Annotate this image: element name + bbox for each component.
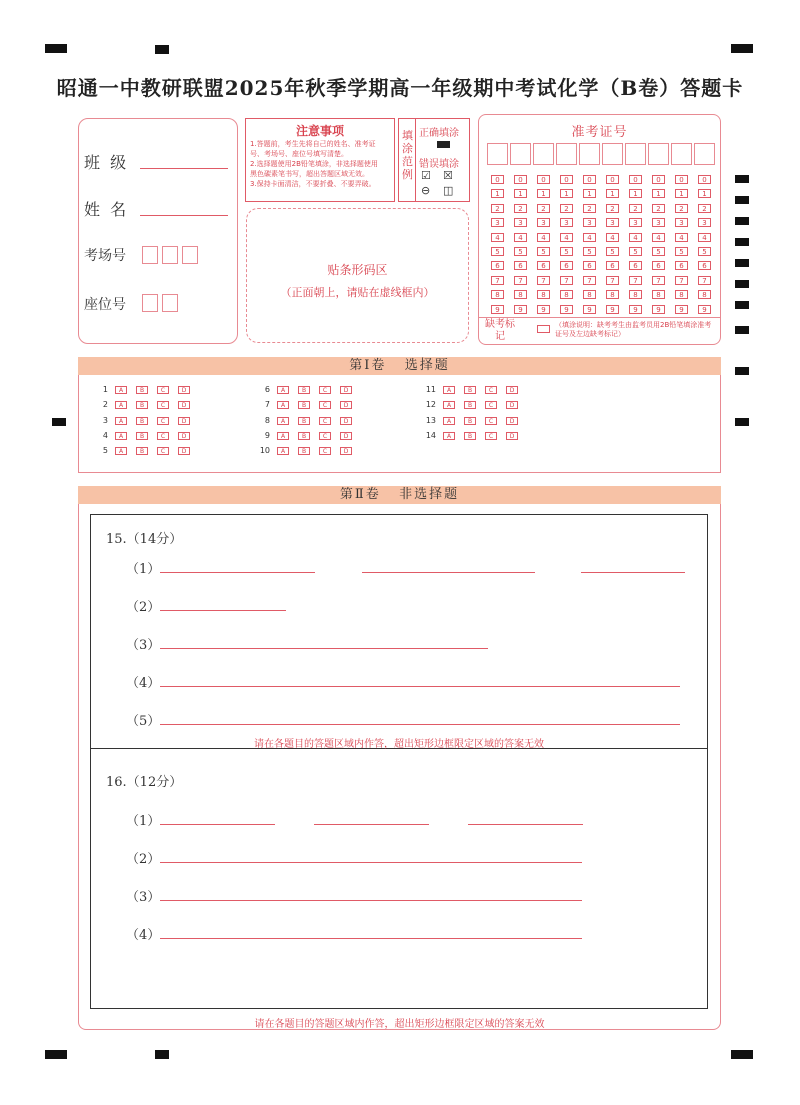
- exam-digit-bubble[interactable]: 6: [560, 261, 573, 270]
- exam-digit-bubble[interactable]: 4: [629, 233, 642, 242]
- room-label: 考场号: [84, 248, 126, 264]
- exam-digit-bubble[interactable]: 2: [675, 204, 688, 213]
- mc-option-bubble[interactable]: A: [277, 447, 289, 455]
- exam-digit-bubble[interactable]: 2: [606, 204, 619, 213]
- exam-digit-bubble[interactable]: 0: [491, 175, 504, 184]
- mc-question-number: 5: [102, 446, 108, 456]
- wrong-fill-mark: ☒: [443, 169, 453, 182]
- exam-digit-bubble[interactable]: 2: [537, 204, 550, 213]
- exam-digit-bubble[interactable]: 4: [583, 233, 596, 242]
- exam-digit-bubble[interactable]: 0: [514, 175, 527, 184]
- exam-digit-bubble[interactable]: 3: [514, 218, 527, 227]
- q16-answer-line[interactable]: [160, 938, 582, 939]
- q15-part-label: （1）: [126, 562, 161, 577]
- timing-mark: [735, 175, 749, 183]
- exam-digit-bubble[interactable]: 4: [698, 233, 711, 242]
- exam-number-write-box[interactable]: [694, 143, 715, 165]
- exam-digit-bubble[interactable]: 0: [675, 175, 688, 184]
- exam-digit-bubble[interactable]: 7: [583, 276, 596, 285]
- mc-option-bubble[interactable]: D: [340, 401, 352, 409]
- timing-mark: [735, 367, 749, 375]
- exam-number-write-box[interactable]: [510, 143, 531, 165]
- exam-digit-bubble[interactable]: 6: [698, 261, 711, 270]
- mc-question-number: 2: [102, 400, 108, 410]
- notice-line: 2.选择题使用2B铅笔填涂，非选择题使用: [250, 160, 378, 168]
- exam-number-write-box[interactable]: [671, 143, 692, 165]
- mc-option-bubble[interactable]: A: [115, 401, 127, 409]
- barcode-hint: （正面朝上，请贴在虚线框内）: [280, 286, 435, 299]
- mc-option-bubble[interactable]: D: [506, 417, 518, 425]
- exam-digit-bubble[interactable]: 0: [652, 175, 665, 184]
- exam-digit-bubble[interactable]: 3: [606, 218, 619, 227]
- q15-answer-line[interactable]: [160, 610, 286, 611]
- q15-part-label: （4）: [126, 676, 161, 691]
- exam-digit-bubble[interactable]: 5: [675, 247, 688, 256]
- exam-digit-bubble[interactable]: 4: [491, 233, 504, 242]
- timing-mark: [731, 44, 753, 53]
- mc-option-bubble[interactable]: A: [115, 386, 127, 394]
- mc-question-number: 1: [102, 385, 108, 394]
- exam-digit-bubble[interactable]: 9: [652, 305, 665, 314]
- notice-title: 注意事项: [295, 124, 344, 138]
- exam-digit-bubble[interactable]: 9: [514, 305, 527, 314]
- mc-question-number: 7: [264, 400, 270, 410]
- exam-digit-bubble[interactable]: 1: [583, 189, 596, 198]
- mc-question-number: 12: [425, 400, 436, 410]
- exam-digit-bubble[interactable]: 4: [514, 233, 527, 242]
- notice-box: [245, 118, 395, 202]
- exam-digit-bubble[interactable]: 2: [491, 204, 504, 213]
- absent-note: （填涂说明：缺考考生由监考员用2B铅笔填涂准考证号及左边缺考标记）: [555, 321, 712, 338]
- exam-digit-bubble[interactable]: 1: [491, 189, 504, 198]
- exam-digit-bubble[interactable]: 6: [629, 261, 642, 270]
- exam-digit-bubble[interactable]: 0: [606, 175, 619, 184]
- wrong-fill-mark: ◫: [443, 184, 454, 197]
- mc-option-bubble[interactable]: A: [115, 432, 127, 440]
- mc-question-number: 14: [425, 430, 436, 440]
- exam-number-write-box[interactable]: [487, 143, 508, 165]
- mc-option-bubble[interactable]: B: [136, 432, 148, 440]
- mc-option-bubble[interactable]: D: [340, 417, 352, 425]
- exam-digit-bubble[interactable]: 6: [675, 261, 688, 270]
- mc-option-bubble[interactable]: D: [178, 432, 190, 440]
- exam-digit-bubble[interactable]: 9: [583, 305, 596, 314]
- exam-digit-bubble[interactable]: 6: [583, 261, 596, 270]
- room-box[interactable]: [142, 246, 158, 264]
- exam-digit-bubble[interactable]: 8: [514, 290, 527, 299]
- exam-number-title: 准考证号: [571, 125, 628, 140]
- exam-digit-bubble[interactable]: 5: [629, 247, 642, 256]
- answer-area-box: [90, 514, 708, 1009]
- exam-digit-bubble[interactable]: 6: [514, 261, 527, 270]
- exam-digit-bubble[interactable]: 8: [698, 290, 711, 299]
- exam-digit-bubble[interactable]: 1: [560, 189, 573, 198]
- timing-mark: [735, 280, 749, 288]
- seat-box[interactable]: [142, 294, 158, 312]
- exam-digit-bubble[interactable]: 4: [606, 233, 619, 242]
- exam-digit-bubble[interactable]: 7: [514, 276, 527, 285]
- exam-digit-bubble[interactable]: 6: [652, 261, 665, 270]
- answer-area-warning: 请在各题目的答题区域内作答，超出矩形边框限定区域的答案无效: [254, 739, 544, 750]
- exam-digit-bubble[interactable]: 3: [491, 218, 504, 227]
- exam-digit-bubble[interactable]: 8: [606, 290, 619, 299]
- timing-mark: [735, 418, 749, 426]
- mc-option-bubble[interactable]: D: [340, 432, 352, 440]
- wrong-fill-mark: ☑: [421, 169, 431, 182]
- mc-option-bubble[interactable]: A: [443, 386, 455, 394]
- exam-digit-bubble[interactable]: 8: [629, 290, 642, 299]
- exam-digit-bubble[interactable]: 3: [698, 218, 711, 227]
- timing-mark: [731, 1050, 753, 1059]
- exam-digit-bubble[interactable]: 9: [560, 305, 573, 314]
- exam-digit-bubble[interactable]: 1: [537, 189, 550, 198]
- name-field[interactable]: [140, 215, 228, 216]
- mc-question-number: 8: [264, 415, 270, 425]
- room-box[interactable]: [182, 246, 198, 264]
- exam-digit-bubble[interactable]: 9: [491, 305, 504, 314]
- exam-digit-bubble[interactable]: 0: [698, 175, 711, 184]
- exam-digit-bubble[interactable]: 0: [537, 175, 550, 184]
- exam-digit-bubble[interactable]: 7: [606, 276, 619, 285]
- exam-digit-bubble[interactable]: 1: [606, 189, 619, 198]
- q16-answer-line[interactable]: [160, 900, 582, 901]
- exam-number-write-box[interactable]: [556, 143, 577, 165]
- wrong-fill-mark: ⊖: [421, 184, 431, 197]
- name-label: 姓 名: [84, 200, 127, 219]
- timing-mark: [735, 238, 749, 246]
- mc-option-bubble[interactable]: C: [485, 432, 497, 440]
- q16-answer-line[interactable]: [314, 824, 429, 825]
- exam-digit-bubble[interactable]: 2: [560, 204, 573, 213]
- mc-option-bubble[interactable]: B: [298, 432, 310, 440]
- mc-option-bubble[interactable]: D: [178, 386, 190, 394]
- mc-option-bubble[interactable]: A: [277, 417, 289, 425]
- exam-digit-bubble[interactable]: 7: [537, 276, 550, 285]
- mc-option-bubble[interactable]: B: [298, 401, 310, 409]
- exam-digit-bubble[interactable]: 1: [675, 189, 688, 198]
- absent-mark-box[interactable]: [537, 325, 550, 333]
- exam-digit-bubble[interactable]: 3: [583, 218, 596, 227]
- mc-question-number: 10: [259, 446, 270, 456]
- exam-digit-bubble[interactable]: 8: [583, 290, 596, 299]
- mc-option-bubble[interactable]: C: [485, 417, 497, 425]
- q16-label: 16.（12分）: [106, 775, 183, 790]
- bottom-warning: 请在各题目的答题区域内作答，超出矩形边框限定区域的答案无效: [254, 1019, 545, 1030]
- q15-part-label: （2）: [126, 600, 161, 615]
- q15-answer-line[interactable]: [160, 648, 488, 649]
- exam-number-write-box[interactable]: [648, 143, 669, 165]
- exam-digit-bubble[interactable]: 7: [491, 276, 504, 285]
- mc-option-bubble[interactable]: A: [277, 386, 289, 394]
- timing-mark: [735, 301, 749, 309]
- mc-option-bubble[interactable]: C: [157, 386, 169, 394]
- fill-example-box: [398, 118, 470, 202]
- exam-digit-bubble[interactable]: 2: [698, 204, 711, 213]
- exam-number-box: [478, 114, 721, 345]
- exam-digit-bubble[interactable]: 5: [537, 247, 550, 256]
- timing-mark: [735, 217, 749, 225]
- mc-option-bubble[interactable]: B: [298, 386, 310, 394]
- notice-line: 黑色碳素笔书写，超出答题区域无效。: [250, 170, 369, 178]
- exam-number-write-box[interactable]: [625, 143, 646, 165]
- mc-option-bubble[interactable]: B: [464, 401, 476, 409]
- mc-option-bubble[interactable]: C: [485, 386, 497, 394]
- q15-part-label: （3）: [126, 638, 161, 653]
- exam-digit-bubble[interactable]: 7: [652, 276, 665, 285]
- exam-digit-bubble[interactable]: 2: [629, 204, 642, 213]
- mc-option-bubble[interactable]: C: [157, 417, 169, 425]
- q15-part-label: （5）: [126, 714, 161, 729]
- exam-digit-bubble[interactable]: 8: [491, 290, 504, 299]
- mc-option-bubble[interactable]: A: [277, 432, 289, 440]
- q15-label: 15.（14分）: [106, 532, 183, 547]
- exam-digit-bubble[interactable]: 8: [652, 290, 665, 299]
- correct-fill-label: 正确填涂: [419, 128, 459, 139]
- exam-digit-bubble[interactable]: 4: [560, 233, 573, 242]
- mc-question-number: 3: [102, 415, 108, 425]
- mc-option-bubble[interactable]: B: [464, 386, 476, 394]
- q15-answer-line[interactable]: [160, 572, 315, 573]
- fill-example-side-label: 填涂范例: [402, 129, 413, 181]
- mc-question-number: 9: [264, 430, 270, 440]
- q16-part-label: （1）: [126, 814, 161, 829]
- exam-digit-bubble[interactable]: 6: [537, 261, 550, 270]
- exam-digit-bubble[interactable]: 0: [629, 175, 642, 184]
- exam-number-write-box[interactable]: [602, 143, 623, 165]
- mc-option-bubble[interactable]: B: [136, 417, 148, 425]
- exam-digit-bubble[interactable]: 5: [491, 247, 504, 256]
- mc-option-bubble[interactable]: C: [319, 386, 331, 394]
- exam-digit-bubble[interactable]: 9: [537, 305, 550, 314]
- exam-digit-bubble[interactable]: 5: [514, 247, 527, 256]
- exam-digit-bubble[interactable]: 5: [698, 247, 711, 256]
- exam-digit-bubble[interactable]: 3: [629, 218, 642, 227]
- mc-question-number: 13: [425, 415, 436, 425]
- notice-line: 号、考场号、座位号填写清楚。: [250, 150, 348, 158]
- exam-digit-bubble[interactable]: 6: [491, 261, 504, 270]
- exam-digit-bubble[interactable]: 8: [560, 290, 573, 299]
- exam-digit-bubble[interactable]: 4: [675, 233, 688, 242]
- exam-digit-bubble[interactable]: 7: [675, 276, 688, 285]
- exam-digit-bubble[interactable]: 4: [537, 233, 550, 242]
- mc-option-bubble[interactable]: A: [443, 417, 455, 425]
- exam-digit-bubble[interactable]: 5: [652, 247, 665, 256]
- wrong-fill-label: 错误填涂: [419, 159, 459, 170]
- exam-digit-bubble[interactable]: 2: [583, 204, 596, 213]
- absent-label: 缺考标记: [485, 319, 515, 342]
- exam-digit-bubble[interactable]: 9: [629, 305, 642, 314]
- exam-digit-bubble[interactable]: 4: [652, 233, 665, 242]
- mc-option-bubble[interactable]: C: [319, 417, 331, 425]
- mc-option-bubble[interactable]: C: [157, 447, 169, 455]
- exam-digit-bubble[interactable]: 5: [583, 247, 596, 256]
- notice-line: 3.保持卡面清洁，不要折叠、不要弄破。: [250, 180, 376, 188]
- barcode-area: [246, 208, 469, 343]
- q16-part-label: （4）: [126, 928, 161, 943]
- exam-digit-bubble[interactable]: 2: [652, 204, 665, 213]
- correct-fill-mark: [437, 141, 450, 148]
- exam-digit-bubble[interactable]: 3: [675, 218, 688, 227]
- mc-option-bubble[interactable]: A: [277, 401, 289, 409]
- mc-option-bubble[interactable]: D: [178, 417, 190, 425]
- mc-option-bubble[interactable]: B: [464, 432, 476, 440]
- mc-option-bubble[interactable]: D: [178, 401, 190, 409]
- q15-answer-line[interactable]: [160, 724, 680, 725]
- mc-option-bubble[interactable]: C: [319, 432, 331, 440]
- section2-header: 第Ⅱ卷 非选择题: [78, 486, 721, 504]
- mc-question-number: 4: [102, 430, 108, 440]
- mc-option-bubble[interactable]: C: [157, 432, 169, 440]
- section1-header: 第Ⅰ卷 选择题: [78, 357, 721, 375]
- mc-option-bubble[interactable]: D: [506, 432, 518, 440]
- exam-digit-bubble[interactable]: 7: [560, 276, 573, 285]
- exam-digit-bubble[interactable]: 8: [675, 290, 688, 299]
- timing-mark: [45, 44, 67, 53]
- mc-option-bubble[interactable]: D: [340, 386, 352, 394]
- timing-mark: [45, 1050, 67, 1059]
- class-label: 班 级: [84, 153, 127, 172]
- exam-digit-bubble[interactable]: 7: [698, 276, 711, 285]
- section1-box: [78, 375, 721, 473]
- barcode-title: 贴条形码区: [327, 263, 388, 277]
- mc-option-bubble[interactable]: C: [157, 401, 169, 409]
- exam-digit-bubble[interactable]: 9: [675, 305, 688, 314]
- seat-label: 座位号: [84, 297, 126, 313]
- mc-option-bubble[interactable]: B: [298, 447, 310, 455]
- q16-answer-line[interactable]: [160, 862, 582, 863]
- class-field[interactable]: [140, 168, 228, 169]
- exam-digit-bubble[interactable]: 3: [652, 218, 665, 227]
- mc-option-bubble[interactable]: B: [298, 417, 310, 425]
- seat-box[interactable]: [162, 294, 178, 312]
- exam-digit-bubble[interactable]: 9: [606, 305, 619, 314]
- mc-option-bubble[interactable]: D: [506, 401, 518, 409]
- timing-mark: [155, 45, 169, 54]
- exam-digit-bubble[interactable]: 5: [606, 247, 619, 256]
- mc-option-bubble[interactable]: C: [319, 401, 331, 409]
- mc-option-bubble[interactable]: C: [319, 447, 331, 455]
- mc-option-bubble[interactable]: A: [115, 417, 127, 425]
- exam-digit-bubble[interactable]: 6: [606, 261, 619, 270]
- exam-digit-bubble[interactable]: 1: [698, 189, 711, 198]
- q15-answer-line[interactable]: [160, 686, 680, 687]
- exam-digit-bubble[interactable]: 2: [514, 204, 527, 213]
- mc-question-number: 6: [264, 385, 270, 394]
- exam-digit-bubble[interactable]: 8: [537, 290, 550, 299]
- timing-mark: [155, 1050, 169, 1059]
- exam-digit-bubble[interactable]: 1: [652, 189, 665, 198]
- mc-option-bubble[interactable]: D: [178, 447, 190, 455]
- exam-digit-bubble[interactable]: 7: [629, 276, 642, 285]
- timing-mark: [52, 418, 66, 426]
- timing-mark: [735, 196, 749, 204]
- notice-line: 1.答题前，考生先将自己的姓名、准考证: [250, 140, 376, 148]
- mc-option-bubble[interactable]: A: [115, 447, 127, 455]
- timing-mark: [735, 326, 749, 334]
- exam-digit-bubble[interactable]: 3: [537, 218, 550, 227]
- exam-digit-bubble[interactable]: 1: [629, 189, 642, 198]
- mc-option-bubble[interactable]: B: [136, 447, 148, 455]
- exam-digit-bubble[interactable]: 3: [560, 218, 573, 227]
- mc-question-number: 11: [425, 385, 436, 394]
- exam-digit-bubble[interactable]: 1: [514, 189, 527, 198]
- exam-digit-bubble[interactable]: 0: [583, 175, 596, 184]
- q16-answer-line[interactable]: [468, 824, 583, 825]
- mc-option-bubble[interactable]: B: [464, 417, 476, 425]
- timing-mark: [735, 259, 749, 267]
- room-box[interactable]: [162, 246, 178, 264]
- q16-answer-line[interactable]: [160, 824, 275, 825]
- mc-option-bubble[interactable]: B: [136, 386, 148, 394]
- exam-number-write-box[interactable]: [579, 143, 600, 165]
- mc-option-bubble[interactable]: D: [340, 447, 352, 455]
- q16-part-label: （2）: [126, 852, 161, 867]
- mc-option-bubble[interactable]: D: [506, 386, 518, 394]
- exam-digit-bubble[interactable]: 0: [560, 175, 573, 184]
- q15-answer-line[interactable]: [581, 572, 685, 573]
- exam-digit-bubble[interactable]: 9: [698, 305, 711, 314]
- mc-option-bubble[interactable]: A: [443, 432, 455, 440]
- mc-option-bubble[interactable]: C: [485, 401, 497, 409]
- page-title: 昭通一中教研联盟2025年秋季学期高一年级期中考试化学（B卷）答题卡: [56, 76, 744, 100]
- mc-option-bubble[interactable]: A: [443, 401, 455, 409]
- exam-number-write-box[interactable]: [533, 143, 554, 165]
- q16-part-label: （3）: [126, 890, 161, 905]
- q15-answer-line[interactable]: [362, 572, 535, 573]
- mc-option-bubble[interactable]: B: [136, 401, 148, 409]
- exam-digit-bubble[interactable]: 5: [560, 247, 573, 256]
